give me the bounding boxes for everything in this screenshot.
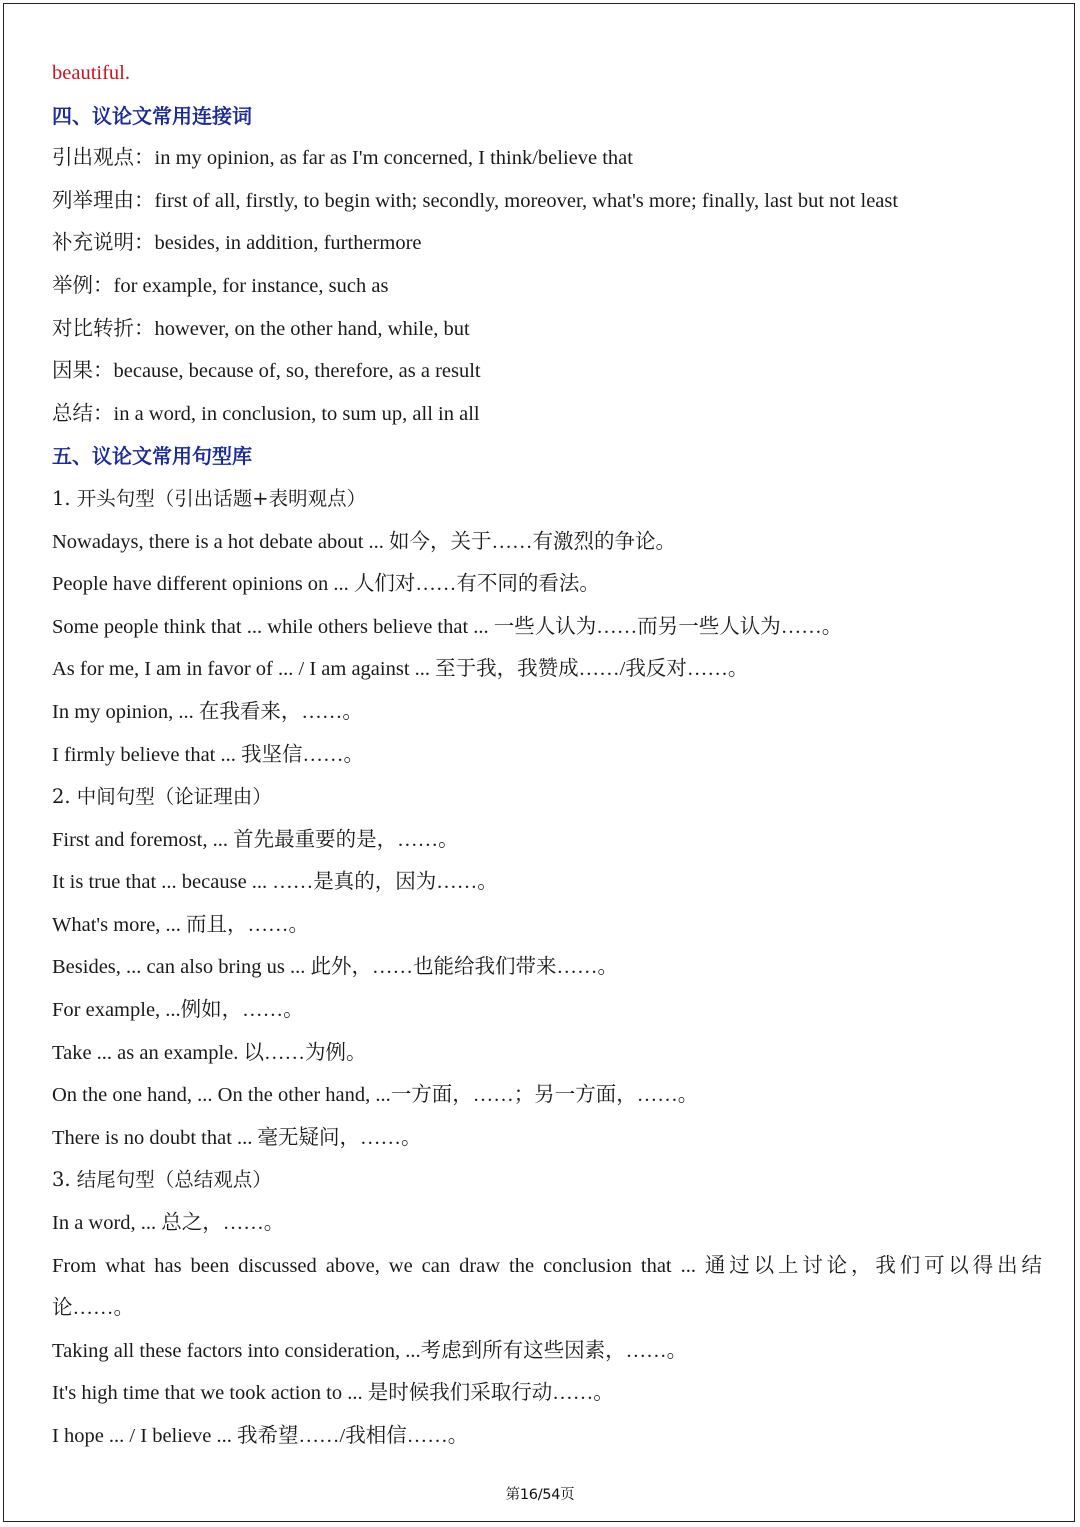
opening-pattern-line: As for me, I am in favor of ... / I am against ... 至于我，我赞成……/我反对……。	[52, 658, 749, 681]
middle-pattern-line: It is true that ... because ... ……是真的，因为……。	[52, 871, 498, 894]
connector-line: 因果：because, because of, so, therefore, as a result	[52, 360, 481, 383]
document-body	[52, 52, 1042, 1458]
middle-pattern-line: There is no doubt that ... 毫无疑问，……。	[52, 1126, 422, 1149]
connector-line: 总结：in a word, in conclusion, to sum up, all in all	[52, 402, 480, 425]
connector-line: 列举理由：first of all, firstly, to begin with; secondly, moreover, what's more; finally, last but not least	[52, 189, 899, 212]
connector-line: 举例：for example, for instance, such as	[52, 274, 389, 297]
section-5-heading: 五、议论文常用句型库	[52, 444, 252, 469]
intro-word: beautiful.	[52, 62, 130, 84]
middle-pattern-line: Take ... as an example. 以……为例。	[52, 1041, 367, 1064]
connector-line: 补充说明：besides, in addition, furthermore	[52, 232, 422, 255]
middle-pattern-line: First and foremost, ... 首先最重要的是，……。	[52, 828, 459, 851]
closing-pattern-line: From what has been discussed above, we can draw the conclusion that ... 通过以上讨论，我们可以得出结	[52, 1254, 1042, 1277]
opening-patterns-heading: 1. 开头句型（引出话题+表明观点）	[52, 486, 367, 510]
closing-pattern-line: Taking all these factors into consideration, ...考虑到所有这些因素，……。	[52, 1339, 688, 1362]
middle-pattern-line: On the one hand, ... On the other hand, ...一方面，……；另一方面，……。	[52, 1084, 699, 1107]
closing-patterns-heading: 3. 结尾句型（总结观点）	[52, 1168, 272, 1192]
page-number: 第16/54页	[505, 1487, 575, 1503]
opening-pattern-line: People have different opinions on ... 人们对……有不同的看法。	[52, 573, 600, 596]
section-4-heading: 四、议论文常用连接词	[52, 103, 252, 128]
closing-pattern-line: It's high time that we took action to ... 是时候我们采取行动……。	[52, 1382, 614, 1405]
connector-line: 引出观点：in my opinion, as far as I'm concerned, I think/believe that	[52, 147, 633, 170]
middle-patterns-heading: 2. 中间句型（论证理由）	[52, 785, 272, 809]
middle-pattern-line: What's more, ... 而且，……。	[52, 913, 310, 936]
connector-line: 对比转折：however, on the other hand, while, but	[52, 317, 470, 340]
opening-pattern-line: In my opinion, ... 在我看来，……。	[52, 700, 363, 723]
closing-pattern-line: In a word, ... 总之，……。	[52, 1212, 285, 1235]
closing-pattern-line: I hope ... / I believe ... 我希望……/我相信……。	[52, 1425, 469, 1447]
middle-pattern-line: Besides, ... can also bring us ... 此外，……也能给我们带来……。	[52, 956, 618, 979]
opening-pattern-line: I firmly believe that ... 我坚信……。	[52, 743, 364, 766]
middle-pattern-line: For example, ...例如，……。	[52, 999, 304, 1022]
closing-pattern-line: 论……。	[52, 1297, 134, 1320]
opening-pattern-line: Some people think that ... while others believe that ... 一些人认为……而另一些人认为……。	[52, 615, 843, 638]
opening-pattern-line: Nowadays, there is a hot debate about ... 如今，关于……有激烈的争论。	[52, 530, 677, 553]
